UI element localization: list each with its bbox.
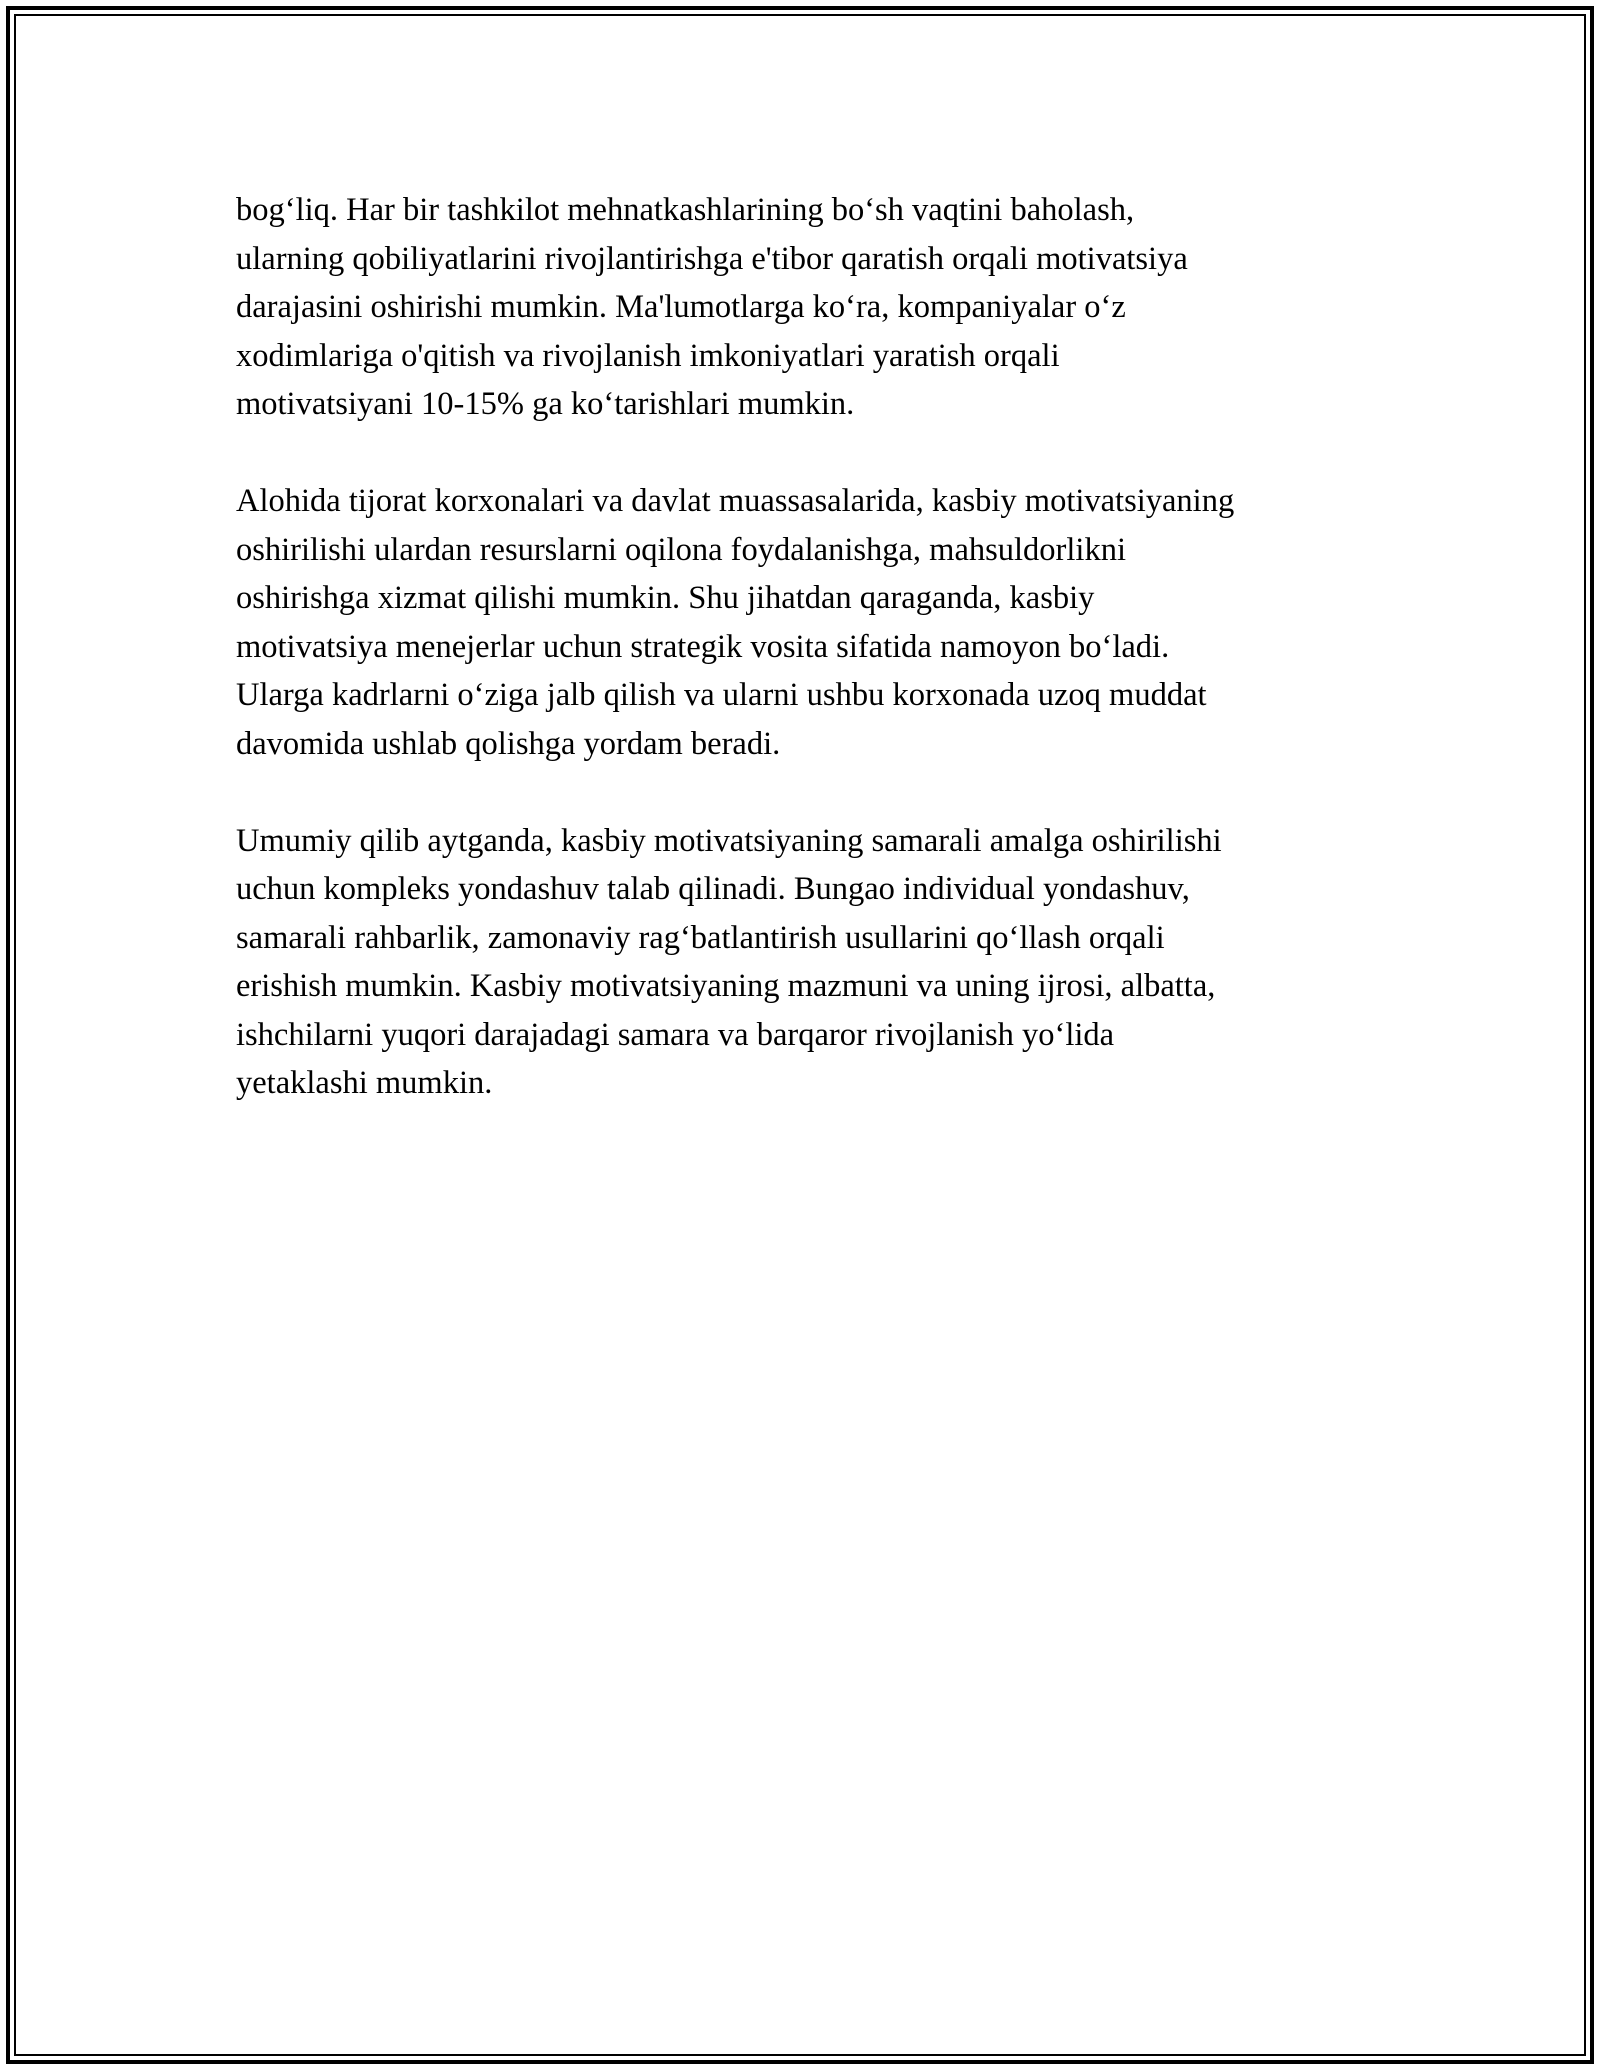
text-line: ishchilarni yuqori darajadagi samara va barqaror rivojlanish yo‘lida — [236, 1016, 1115, 1053]
paragraph-2 — [236, 477, 1376, 768]
text-line: samarali rahbarlik, zamonaviy rag‘batlantirish usullarini qo‘llash orqali — [236, 919, 1165, 956]
text-line: Ularga kadrlarni o‘ziga jalb qilish va ularni ushbu korxonada uzoq muddat — [236, 677, 1207, 713]
text-line: Alohida tijorat korxonalari va davlat muassasalarida, kasbiy motivatsiyaning — [236, 483, 1235, 519]
text-line: darajasini oshirishi mumkin. Ma'lumotlarga ko‘ra, kompaniyalar o‘z — [236, 289, 1126, 325]
document-body — [236, 186, 1376, 1156]
text-line: bog‘liq. Har bir tashkilot mehnatkashlarining bo‘sh vaqtini baholash, — [236, 192, 1135, 228]
paragraph-3 — [236, 817, 1376, 1108]
text-line: erishish mumkin. Kasbiy motivatsiyaning mazmuni va uning ijrosi, albatta, — [236, 968, 1216, 1004]
text-line: Umumiy qilib aytganda, kasbiy motivatsiyaning samarali amalga oshirilishi — [236, 822, 1222, 859]
text-line: uchun kompleks yondashuv talab qilinadi. Bungao individual yondashuv, — [236, 871, 1190, 907]
text-line: xodimlariga o'qitish va rivojlanish imkoniyatlari yaratish orqali — [236, 337, 1060, 374]
text-line: motivatsiya menejerlar uchun strategik vosita sifatida namoyon bo‘ladi. — [236, 628, 1170, 665]
text-line: davomida ushlab qolishga yordam beradi. — [236, 725, 781, 762]
text-line: oshirilishi ulardan resurslarni oqilona foydalanishga, mahsuldorlikni — [236, 531, 1126, 568]
text-line: yetaklashi mumkin. — [236, 1065, 493, 1101]
text-line: motivatsiyani 10-15% ga ko‘tarishlari mumkin. — [236, 386, 855, 422]
paragraph-1 — [236, 186, 1376, 429]
text-line: oshirishga xizmat qilishi mumkin. Shu jihatdan qaraganda, kasbiy — [236, 580, 1095, 616]
text-line: ularning qobiliyatlarini rivojlantirishga e'tibor qaratish orqali motivatsiya — [236, 240, 1188, 277]
